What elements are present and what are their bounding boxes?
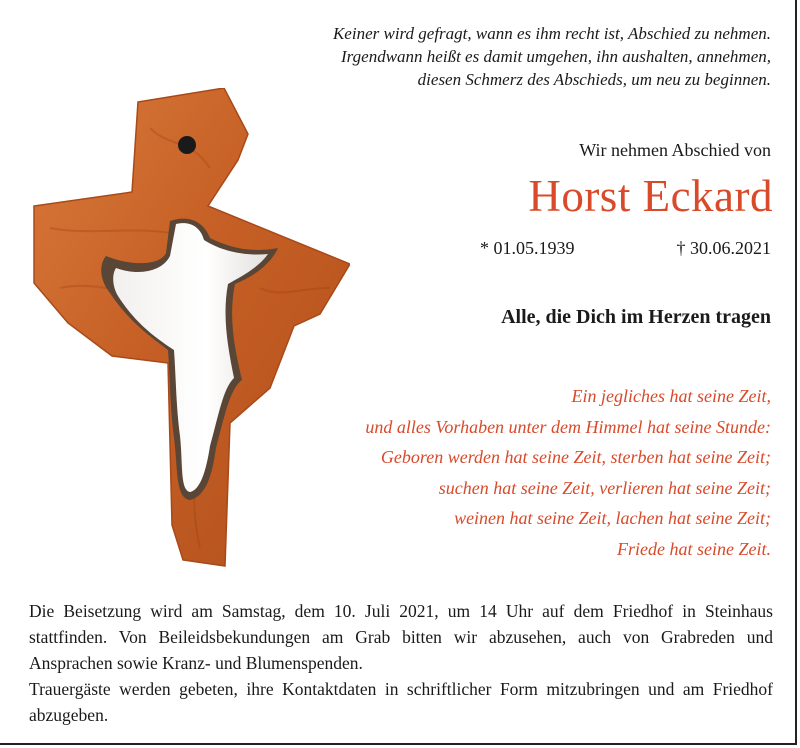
death-date: † 30.06.2021 [676,238,771,258]
intro-quote [211,22,771,91]
announcement-paragraph: Die Beisetzung wird am Samstag, dem 10. Juli 2021, um 14 Uhr auf dem Friedhof in Steinhaus stattfinden. Von Beileidsbekundungen am Grab bitten wir abzusehen, auch von Grabreden und Ansprachen sowie Kranz- und Blumenspenden. [29,601,773,673]
announcement-paragraph: Trauergäste werden gebeten, ihre Kontaktdaten in schriftlicher Form mitzubringen und am Friedhof abzugeben. [29,679,773,725]
verse-line: suchen hat seine Zeit, verlieren hat seine Zeit; [438,477,771,498]
verse-line: Ein jegliches hat seine Zeit, [571,386,771,406]
verse-line: weinen hat seine Zeit, lachen hat seine Zeit; [454,508,771,529]
mourners-line: Alle, die Dich im Herzen tragen [501,306,771,328]
hanging-hole [178,136,196,154]
farewell-line: Wir nehmen Abschied von [579,140,771,160]
verse-line: Geboren werden hat seine Zeit, sterben hat seine Zeit; [380,447,771,468]
intro-quote-line: Irgendwann heißt es damit umgehen, ihn aushalten, annehmen, [341,47,771,66]
intro-quote-line: Keiner wird gefragt, wann es ihm recht ist, Abschied zu nehmen. [332,24,771,43]
verse-line: Friede hat seine Zeit. [617,538,771,559]
deceased-name: Horst Eckard [528,171,773,221]
funeral-announcement [29,598,773,728]
birth-date: * 01.05.1939 [480,238,575,258]
bible-verse [251,381,771,565]
intro-quote-line: diesen Schmerz des Abschieds, um neu zu beginnen. [417,70,771,89]
verse-line: und alles Vorhaben unter dem Himmel hat seine Stunde: [365,416,771,437]
